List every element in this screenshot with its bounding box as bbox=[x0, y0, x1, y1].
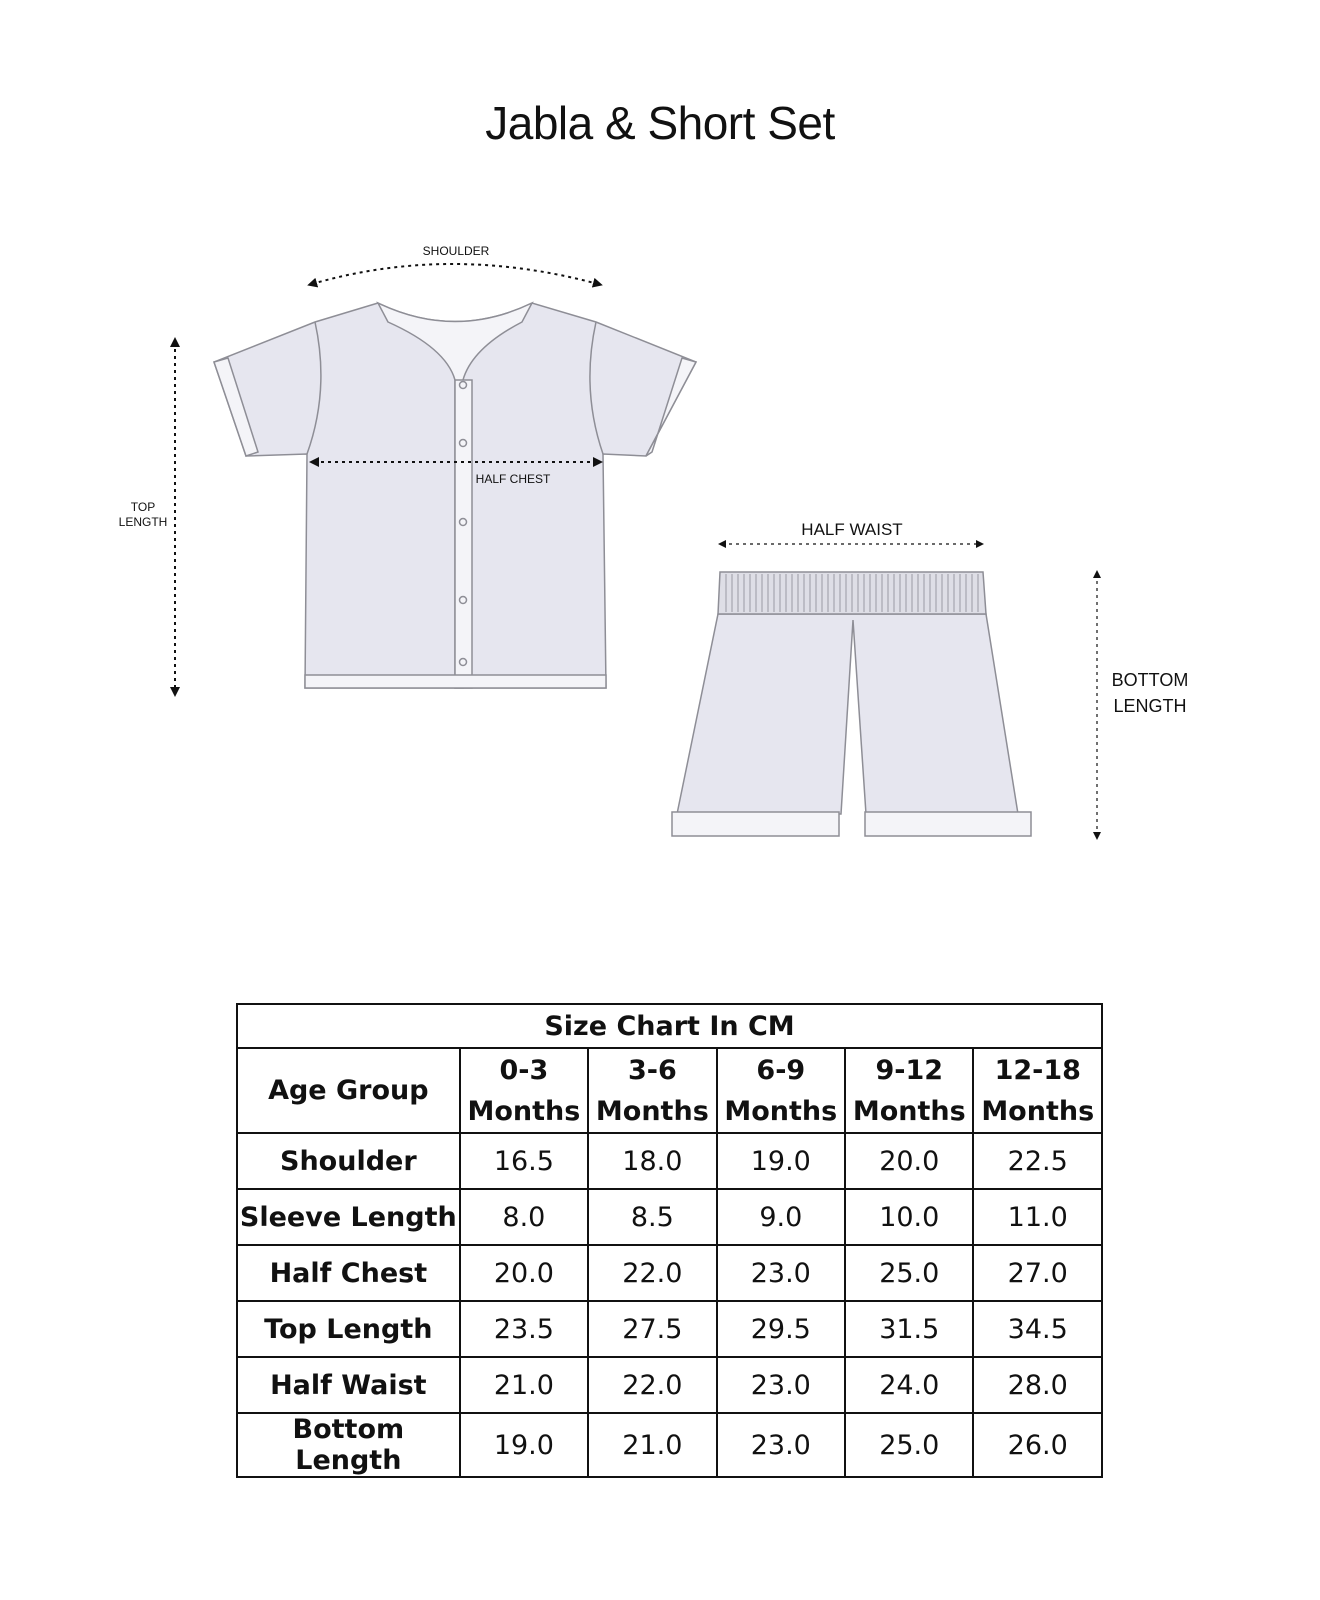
table-cell: 23.0 bbox=[717, 1413, 845, 1477]
shorts-illustration bbox=[672, 572, 1031, 836]
top-length-label-1: TOP bbox=[130, 500, 156, 514]
table-row bbox=[237, 1133, 1102, 1189]
table-cell: 9.0 bbox=[717, 1189, 845, 1245]
size-chart-caption: Size Chart In CM bbox=[237, 1004, 1102, 1048]
top-length-measure bbox=[119, 342, 175, 692]
size-chart-header-row bbox=[237, 1048, 1102, 1133]
table-cell: 28.0 bbox=[973, 1357, 1102, 1413]
table-row bbox=[237, 1245, 1102, 1301]
table-cell: 20.0 bbox=[460, 1245, 588, 1301]
size-chart-table bbox=[236, 1003, 1103, 1478]
table-cell: 11.0 bbox=[973, 1189, 1102, 1245]
table-cell: 27.0 bbox=[973, 1245, 1102, 1301]
row-label: Bottom Length bbox=[237, 1413, 460, 1477]
bottom-length-label-2: LENGTH bbox=[1113, 696, 1187, 716]
table-row bbox=[237, 1413, 1102, 1477]
table-cell: 23.0 bbox=[717, 1357, 845, 1413]
table-cell: 25.0 bbox=[845, 1245, 973, 1301]
row-label: Top Length bbox=[237, 1301, 460, 1357]
row-label: Half Chest bbox=[237, 1245, 460, 1301]
age-column-header: 12-18 Months bbox=[973, 1048, 1102, 1133]
page-title: Jabla & Short Set bbox=[485, 97, 835, 149]
half-waist-measure bbox=[722, 520, 980, 544]
age-group-header: Age Group bbox=[237, 1048, 460, 1133]
table-cell: 25.0 bbox=[845, 1413, 973, 1477]
row-label: Sleeve Length bbox=[237, 1189, 460, 1245]
shirt-illustration bbox=[214, 303, 696, 688]
table-cell: 22.5 bbox=[973, 1133, 1102, 1189]
shoulder-measure bbox=[312, 244, 598, 284]
age-column-header: 6-9 Months bbox=[717, 1048, 845, 1133]
table-row bbox=[237, 1301, 1102, 1357]
row-label: Half Waist bbox=[237, 1357, 460, 1413]
table-cell: 18.0 bbox=[588, 1133, 716, 1189]
age-column-header: 3-6 Months bbox=[588, 1048, 716, 1133]
table-cell: 19.0 bbox=[460, 1413, 588, 1477]
half-chest-label: HALF CHEST bbox=[475, 472, 551, 486]
half-waist-label: HALF WAIST bbox=[801, 520, 903, 539]
table-cell: 22.0 bbox=[588, 1357, 716, 1413]
shoulder-label: SHOULDER bbox=[422, 244, 490, 258]
table-cell: 27.5 bbox=[588, 1301, 716, 1357]
table-cell: 21.0 bbox=[588, 1413, 716, 1477]
table-cell: 31.5 bbox=[845, 1301, 973, 1357]
table-cell: 29.5 bbox=[717, 1301, 845, 1357]
age-column-header: 0-3 Months bbox=[460, 1048, 588, 1133]
bottom-length-measure bbox=[1097, 574, 1188, 836]
table-row bbox=[237, 1189, 1102, 1245]
table-cell: 8.0 bbox=[460, 1189, 588, 1245]
table-row bbox=[237, 1357, 1102, 1413]
top-length-label-2: LENGTH bbox=[118, 515, 168, 529]
table-cell: 16.5 bbox=[460, 1133, 588, 1189]
table-cell: 8.5 bbox=[588, 1189, 716, 1245]
table-cell: 21.0 bbox=[460, 1357, 588, 1413]
table-cell: 23.5 bbox=[460, 1301, 588, 1357]
row-label: Shoulder bbox=[237, 1133, 460, 1189]
table-cell: 19.0 bbox=[717, 1133, 845, 1189]
table-cell: 10.0 bbox=[845, 1189, 973, 1245]
table-cell: 22.0 bbox=[588, 1245, 716, 1301]
table-cell: 20.0 bbox=[845, 1133, 973, 1189]
table-cell: 24.0 bbox=[845, 1357, 973, 1413]
bottom-length-label-1: BOTTOM bbox=[1111, 670, 1189, 690]
table-cell: 26.0 bbox=[973, 1413, 1102, 1477]
table-cell: 34.5 bbox=[973, 1301, 1102, 1357]
table-cell: 23.0 bbox=[717, 1245, 845, 1301]
age-column-header: 9-12 Months bbox=[845, 1048, 973, 1133]
